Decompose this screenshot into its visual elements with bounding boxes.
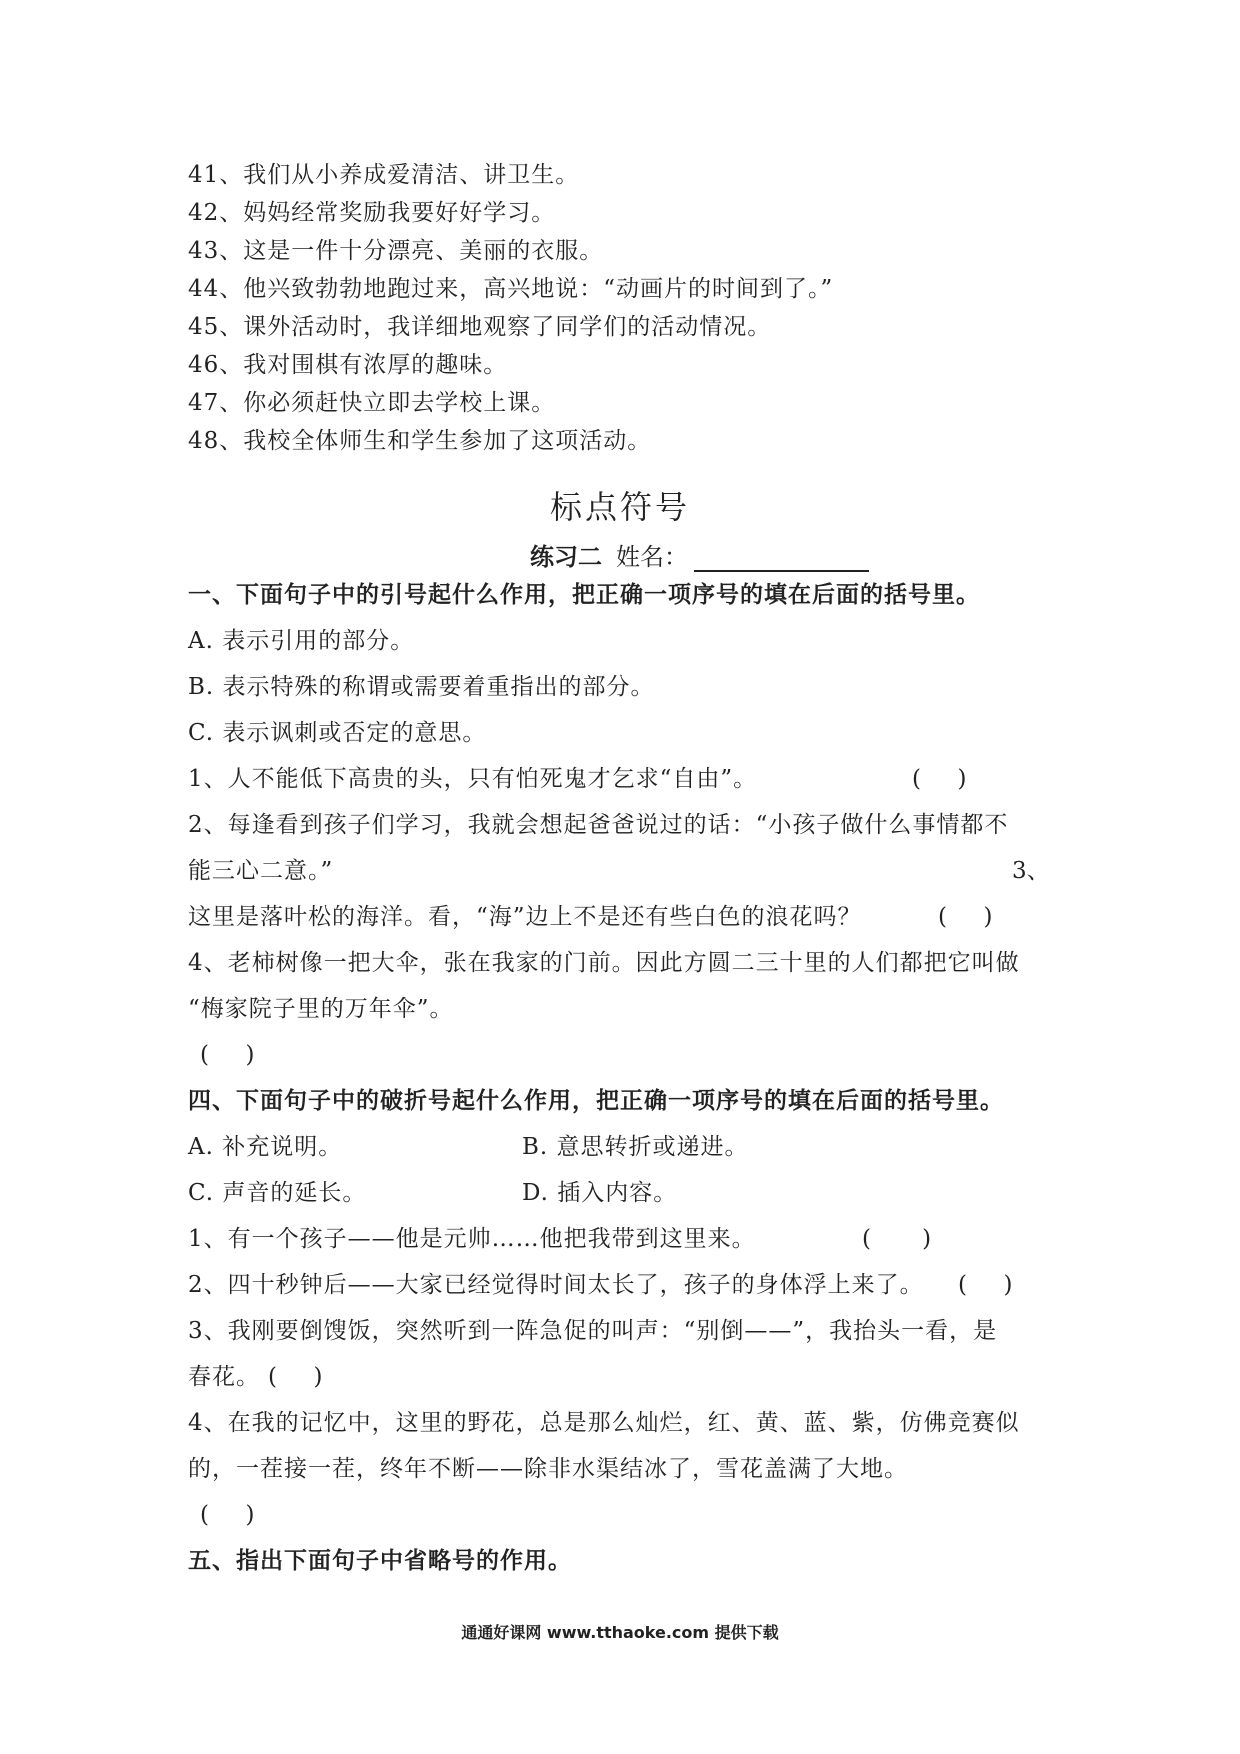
answer-bracket[interactable]: ( ) bbox=[958, 1272, 1013, 1298]
section4-option-c: C. 声音的延长。 bbox=[188, 1180, 367, 1206]
sentence-45: 45、课外活动时，我详细地观察了同学们的活动情况。 bbox=[188, 314, 772, 340]
section1-question-3-number: 3、 bbox=[1012, 858, 1050, 884]
section1-option-b: B. 表示特殊的称谓或需要着重指出的部分。 bbox=[188, 674, 655, 700]
section1-option-c: C. 表示讽刺或否定的意思。 bbox=[188, 720, 487, 746]
sentence-42: 42、妈妈经常奖励我要好好学习。 bbox=[188, 200, 556, 226]
answer-bracket[interactable]: ( ) bbox=[200, 1502, 255, 1528]
section1-question-3: 这里是落叶松的海洋。看，“海”边上不是还有些白色的浪花吗？ bbox=[188, 904, 862, 930]
section1-question-2-line2: 能三心二意。” bbox=[188, 858, 334, 884]
section4-question-1: 1、有一个孩子——他是元帅……他把我带到这里来。 bbox=[188, 1226, 756, 1252]
name-blank[interactable] bbox=[694, 548, 869, 572]
section4-question-2: 2、四十秒钟后——大家已经觉得时间太长了，孩子的身体浮上来了。 bbox=[188, 1272, 924, 1298]
answer-bracket[interactable]: ( ) bbox=[200, 1042, 255, 1068]
practice-label: 练习二 bbox=[530, 542, 602, 571]
sentence-41: 41、我们从小养成爱清洁、讲卫生。 bbox=[188, 162, 580, 188]
section1-question-1: 1、人不能低下高贵的头，只有怕死鬼才乞求“自由”。 bbox=[188, 766, 758, 792]
section4-option-a: A. 补充说明。 bbox=[188, 1134, 343, 1160]
sentence-44: 44、他兴致勃勃地跑过来，高兴地说：“动画片的时间到了。” bbox=[188, 276, 834, 302]
section5-heading: 五、指出下面句子中省略号的作用。 bbox=[188, 1547, 572, 1574]
section4-question-4-line1: 4、在我的记忆中，这里的野花，总是那么灿烂，红、黄、蓝、紫，仿佛竞赛似 bbox=[188, 1410, 1020, 1436]
section1-question-2-line1: 2、每逢看到孩子们学习，我就会想起爸爸说过的话：“小孩子做什么事情都不 bbox=[188, 812, 1009, 838]
sentence-48: 48、我校全体师生和学生参加了这项活动。 bbox=[188, 428, 652, 454]
sentence-47: 47、你必须赶快立即去学校上课。 bbox=[188, 390, 556, 416]
section1-option-a: A. 表示引用的部分。 bbox=[188, 628, 415, 654]
sentence-43: 43、这是一件十分漂亮、美丽的衣服。 bbox=[188, 238, 604, 264]
section4-question-3-line2: 春花。 bbox=[188, 1364, 260, 1390]
page-title: 标点符号 bbox=[549, 488, 690, 526]
section4-question-3-line1: 3、我刚要倒馊饭，突然听到一阵急促的叫声：“别倒——”，我抬头一看，是 bbox=[188, 1318, 998, 1344]
name-label: 姓名： bbox=[616, 543, 688, 571]
section4-option-b: B. 意思转折或递进。 bbox=[522, 1134, 749, 1160]
answer-bracket[interactable]: ( ) bbox=[938, 904, 993, 930]
footer-credit: 通通好课网 www.tthaoke.com 提供下载 bbox=[461, 1623, 779, 1642]
section1-question-4-line2: “梅家院子里的万年伞”。 bbox=[188, 996, 454, 1022]
section1-heading: 一、下面句子中的引号起什么作用，把正确一项序号的填在后面的括号里。 bbox=[188, 581, 980, 608]
answer-bracket[interactable]: ( ) bbox=[912, 766, 967, 792]
subtitle bbox=[530, 537, 869, 572]
section1-question-4-line1: 4、老柿树像一把大伞，张在我家的门前。因此方圆二三十里的人们都把它叫做 bbox=[188, 950, 1020, 976]
sentence-46: 46、我对围棋有浓厚的趣味。 bbox=[188, 352, 508, 378]
section4-option-d: D. 插入内容。 bbox=[522, 1180, 678, 1206]
answer-bracket[interactable]: ( ) bbox=[268, 1364, 323, 1390]
section4-heading: 四、下面句子中的破折号起什么作用，把正确一项序号的填在后面的括号里。 bbox=[188, 1087, 1004, 1114]
answer-bracket[interactable]: ( ) bbox=[862, 1226, 932, 1252]
section4-question-4-line2: 的，一茬接一茬，终年不断——除非水渠结冰了，雪花盖满了大地。 bbox=[188, 1456, 908, 1482]
